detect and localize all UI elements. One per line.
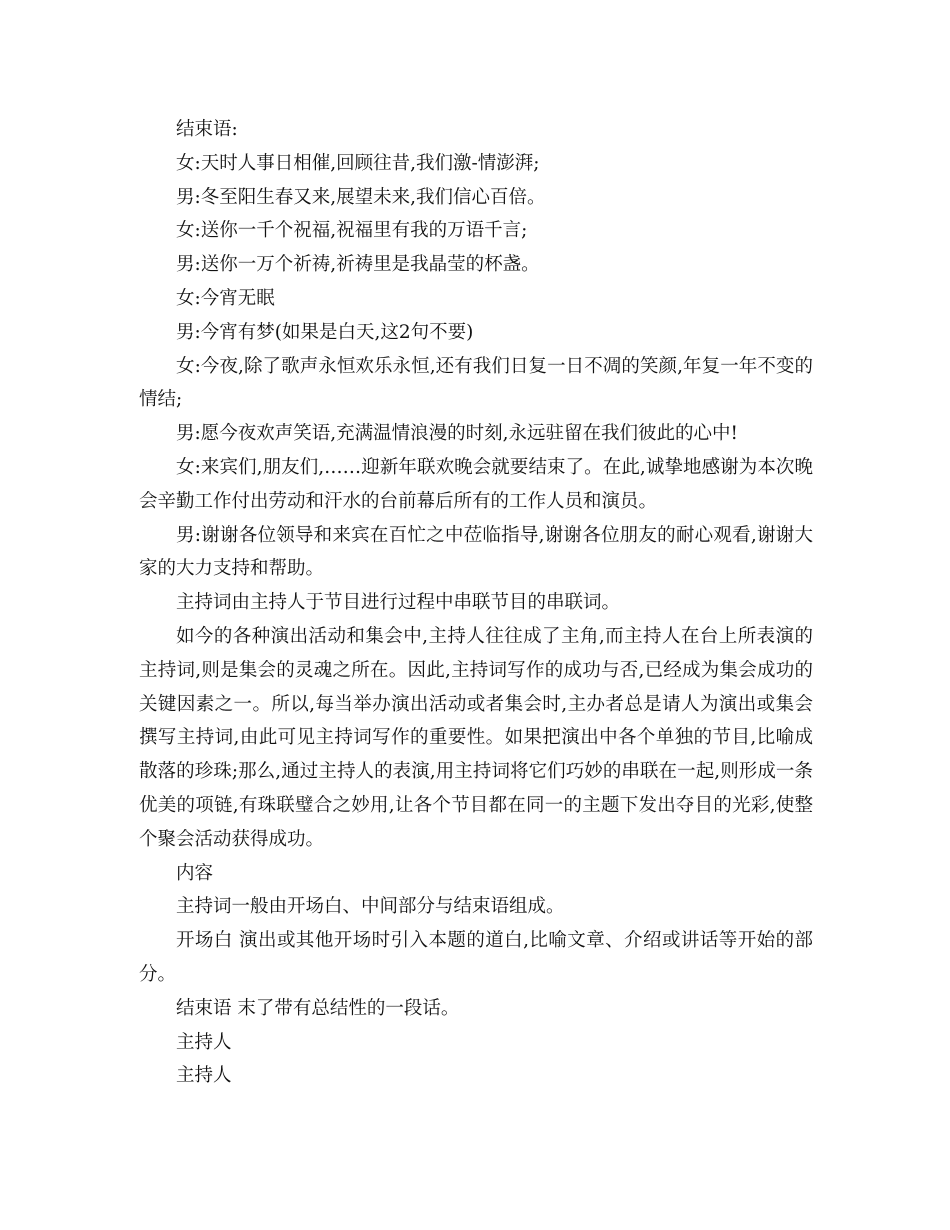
paragraph-composition: 主持词一般由开场白、中间部分与结束语组成。	[176, 896, 565, 918]
paragraph-female-line-4: 女:今夜,除了歌声永恒欢乐永恒,还有我们日复一日不凋的笑颜,年复一年不变的情结;	[139, 355, 813, 411]
paragraph-female-line-2: 女:送你一千个祝福,祝福里有我的万语千言;	[176, 220, 528, 242]
paragraph-host-1: 主持人	[176, 1031, 232, 1053]
paragraph-female-line-1: 女:天时人事日相催,回顾往昔,我们激-情澎湃;	[176, 152, 540, 174]
paragraph-content-heading: 内容	[176, 862, 214, 884]
paragraph-closing-definition: 结束语 末了带有总结性的一段话。	[176, 997, 460, 1019]
paragraph-male-line-4: 男:愿今夜欢声笑语,充满温情浪漫的时刻,永远驻留在我们彼此的心中!	[176, 423, 738, 445]
paragraph-female-line-5: 女:来宾们,朋友们,……迎新年联欢晚会就要结束了。在此,诚挚地感谢为本次晚会辛勤工作付出劳动和汗水的台前幕后所有的工作人员和演员。	[139, 456, 813, 512]
paragraph-male-line-3: 男:今宵有梦(如果是白天,这2句不要)	[176, 321, 474, 343]
paragraph-female-line-3: 女:今宵无眠	[176, 287, 275, 309]
document-body	[139, 113, 813, 1093]
paragraph-male-line-1: 男:冬至阳生春又来,展望未来,我们信心百倍。	[176, 186, 546, 208]
paragraph-opening-definition: 开场白 演出或其他开场时引入本题的道白,比喻文章、介绍或讲话等开始的部分。	[139, 930, 813, 985]
paragraph-male-line-2: 男:送你一万个祈祷,祈祷里是我晶莹的杯盏。	[176, 254, 540, 276]
paragraph-closing-heading: 结束语:	[176, 119, 238, 140]
paragraph-importance: 如今的各种演出活动和集会中,主持人往往成了主角,而主持人在台上所表演的主持词,则是集会的灵魂之所在。因此,主持词写作的成功与否,已经成为集会成功的关键因素之一。所以,每当举办演出活动或者集会时,主办者总是请人为演出或集会撰写主持词,由此可见主持词写作的重要性。如果把演出中各个单独的节目,比喻成散落的珍珠;那么,通过主持人的表演,用主持词将它们巧妙的串联在一起,则形成一条优美的项链,有珠联璧合之妙用,让各个节目都在同一的主题下发出夺目的光彩,使整个聚会活动获得成功。	[139, 625, 813, 850]
paragraph-definition: 主持词由主持人于节目进行过程中串联节目的串联词。	[176, 592, 621, 614]
paragraph-host-2: 主持人	[176, 1065, 232, 1087]
paragraph-male-line-5: 男:谢谢各位领导和来宾在百忙之中莅临指导,谢谢各位朋友的耐心观看,谢谢大家的大力支持和帮助。	[139, 524, 813, 580]
